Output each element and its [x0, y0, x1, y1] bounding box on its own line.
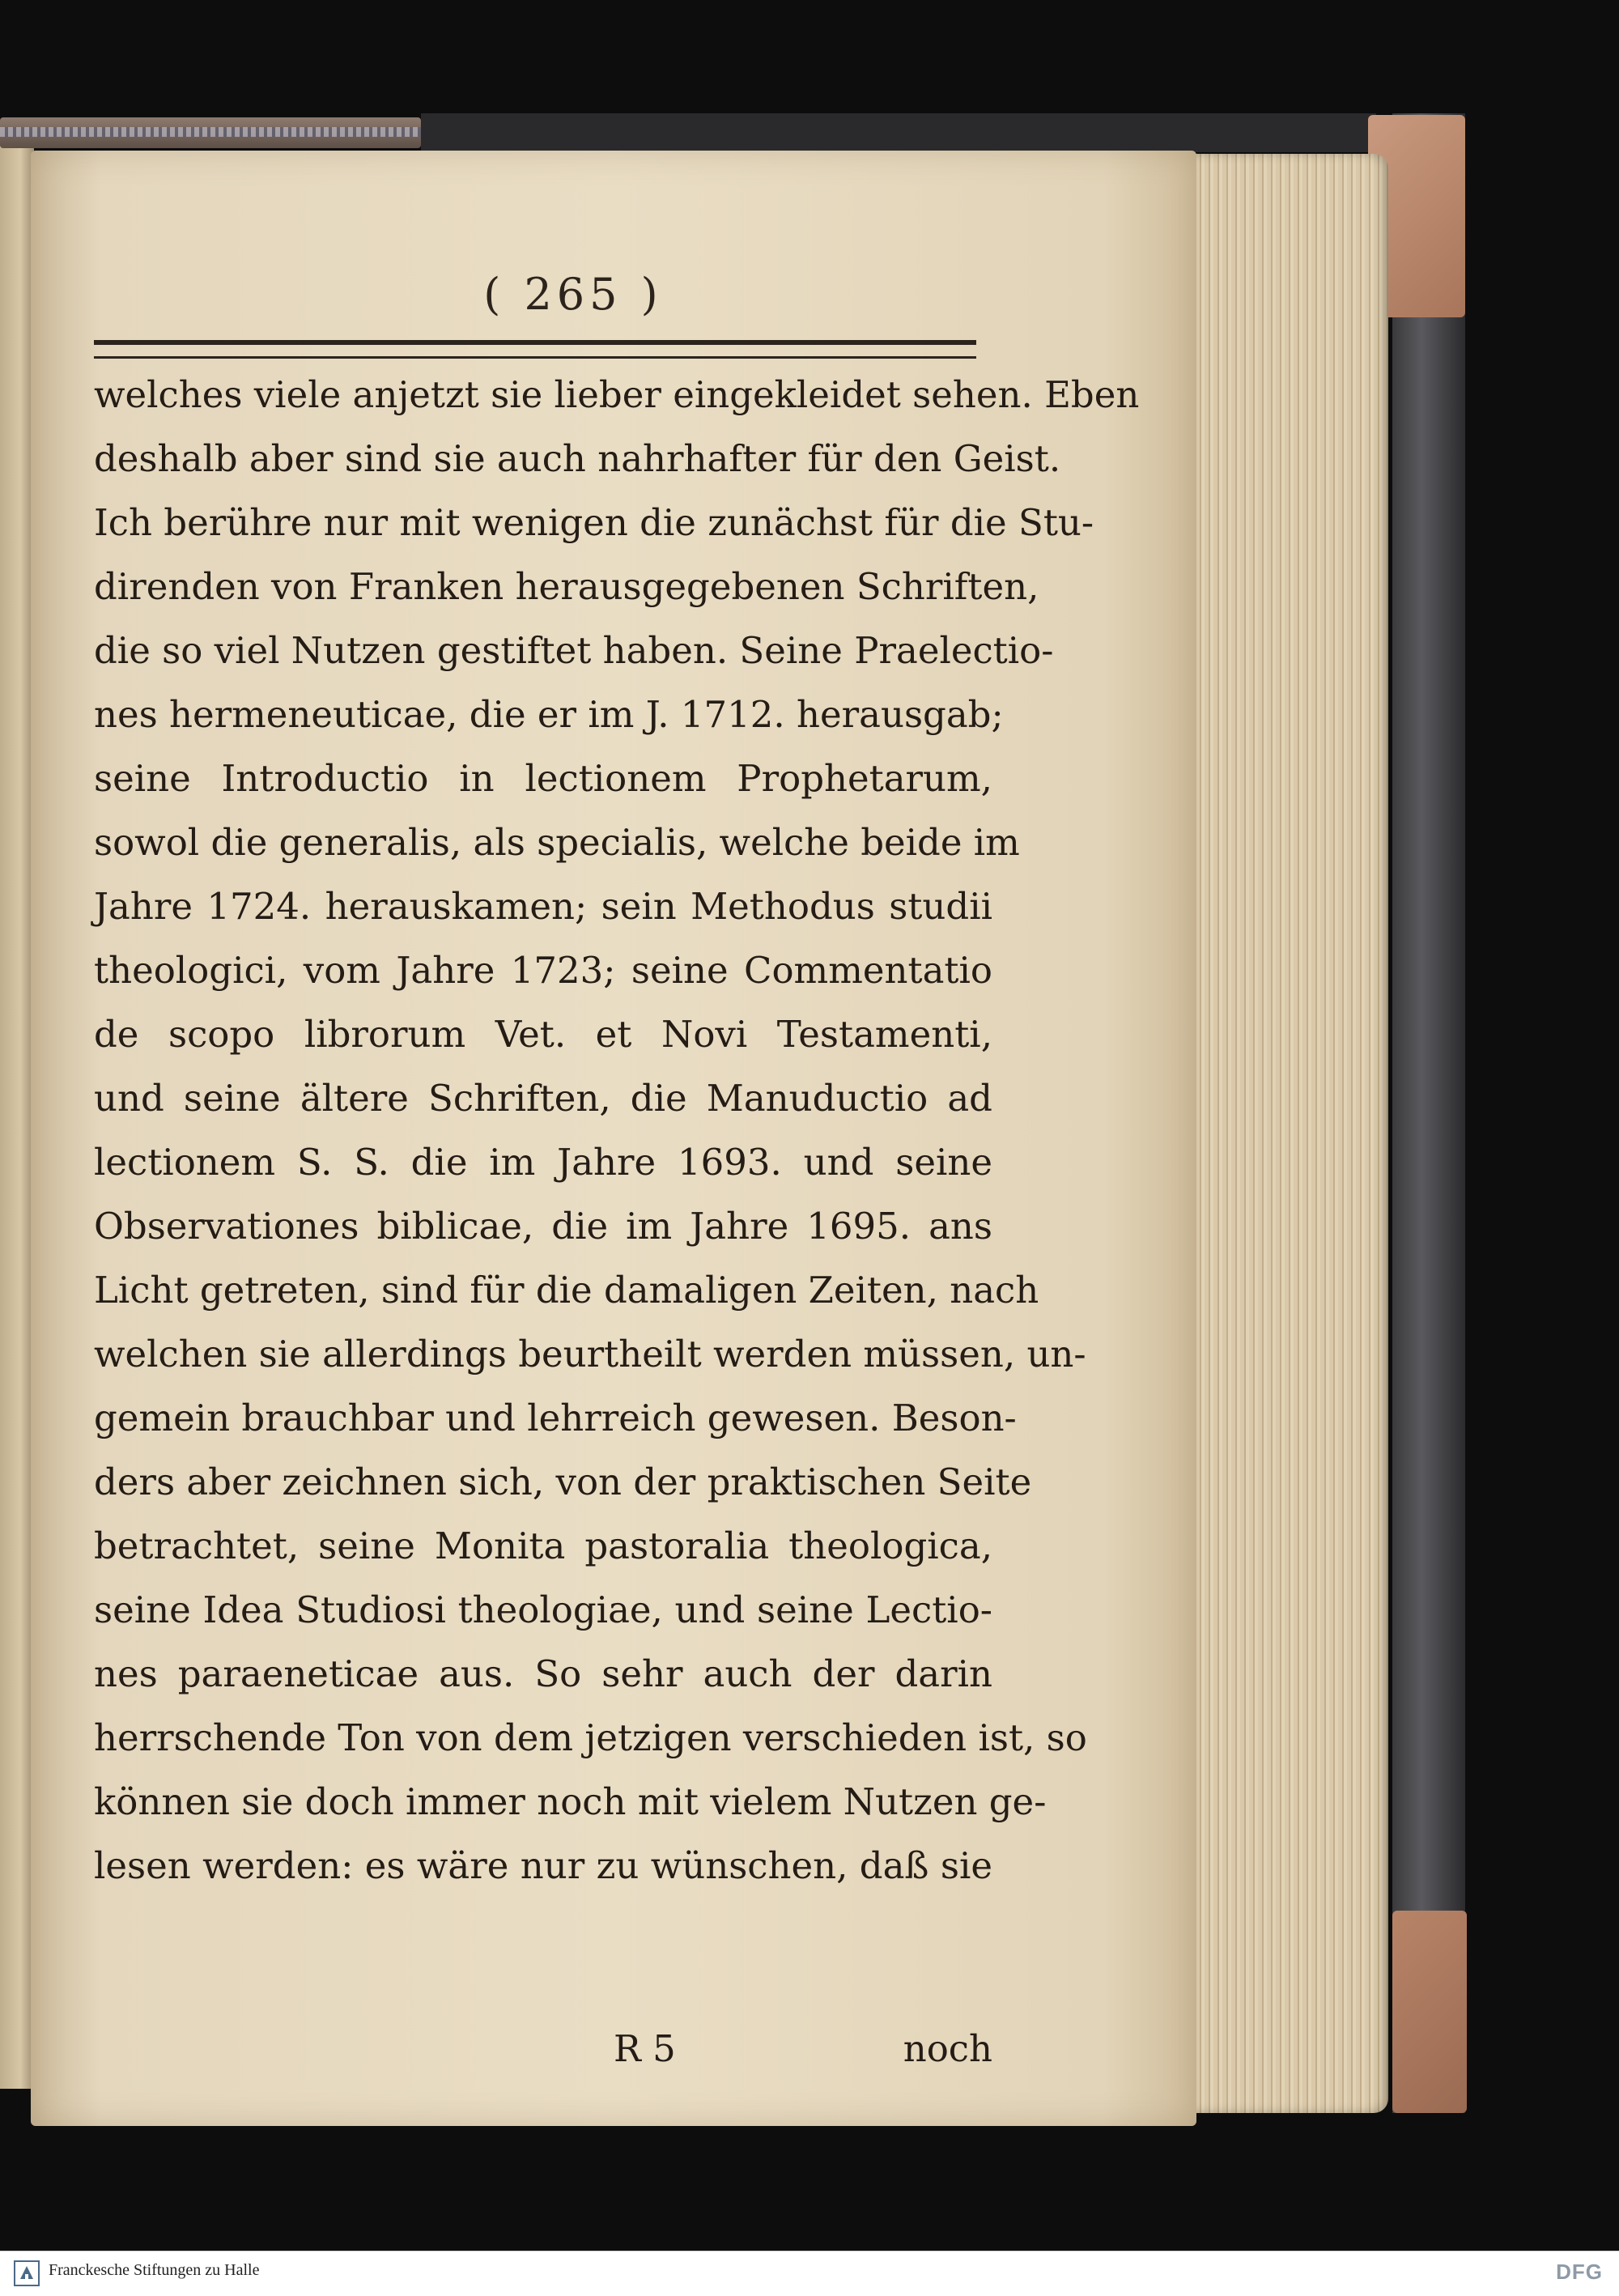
- text-line: nes hermeneuticae, die er im J. 1712. herausgab;: [94, 693, 1004, 736]
- text-line: lesen werden: es wäre nur zu wünschen, daß sie: [94, 1844, 992, 1887]
- text-line: Ich berühre nur mit wenigen die zunächst für die Stu-: [94, 501, 1094, 544]
- text-line: betrachtet, seine Monita pastoralia theologica,: [94, 1524, 992, 1567]
- institution-name: Franckesche Stiftungen zu Halle: [49, 2261, 260, 2279]
- text-line: de scopo librorum Vet. et Novi Testamenti,: [94, 1013, 992, 1056]
- institution-logo-icon: [11, 2258, 42, 2289]
- catchword: noch: [903, 2027, 992, 2070]
- text-line: herrschende Ton von dem jetzigen verschieden ist, so: [94, 1716, 1087, 1759]
- book-page: [31, 151, 1196, 2126]
- text-line: welchen sie allerdings beurtheilt werden müssen, un-: [94, 1333, 1086, 1375]
- text-line: die so viel Nutzen gestiftet haben. Seine Praelectio-: [94, 629, 1054, 672]
- book-cover-top: [421, 113, 1376, 152]
- dfg-logo: DFG: [1556, 2260, 1603, 2284]
- text-line: seine Idea Studiosi theologiae, und seine Lectio-: [94, 1588, 992, 1631]
- text-line: gemein brauchbar und lehrreich gewesen. Beson-: [94, 1397, 1017, 1439]
- text-line: Jahre 1724. herauskamen; sein Methodus studii: [94, 885, 992, 928]
- text-line: lectionem S. S. die im Jahre 1693. und seine: [94, 1141, 992, 1184]
- text-line: sowol die generalis, als specialis, welche beide im: [94, 821, 1020, 864]
- page-footer-line: [94, 2027, 992, 2092]
- leather-corner-bottom: [1392, 1911, 1467, 2113]
- text-line: Observationes biblicae, die im Jahre 1695. ans: [94, 1205, 992, 1248]
- text-line: und seine ältere Schriften, die Manuductio ad: [94, 1077, 992, 1120]
- text-line: Licht getreten, sind für die damaligen Zeiten, nach: [94, 1269, 1039, 1312]
- text-line: direnden von Franken herausgegebenen Schriften,: [94, 565, 1039, 608]
- page-fore-edge: [1178, 154, 1388, 2113]
- text-line: seine Introductio in lectionem Prophetarum,: [94, 757, 992, 800]
- text-line: ders aber zeichnen sich, von der praktischen Seite: [94, 1461, 1032, 1503]
- page-text: [94, 363, 1140, 1898]
- signature-mark: R 5: [614, 2027, 676, 2070]
- book-cover-right: [1392, 113, 1465, 2113]
- page-number: ( 265 ): [483, 269, 663, 320]
- text-line: können sie doch immer noch mit vielem Nutzen ge-: [94, 1780, 1047, 1823]
- text-line: nes paraeneticae aus. So sehr auch der darin: [94, 1652, 992, 1695]
- text-line: deshalb aber sind sie auch nahrhafter für den Geist.: [94, 437, 1061, 480]
- text-line: theologici, vom Jahre 1723; seine Commentatio: [94, 949, 992, 992]
- book-spine: [0, 117, 421, 148]
- header-rule: [94, 340, 976, 359]
- text-line: welches viele anjetzt sie lieber eingekleidet sehen. Eben: [94, 373, 1140, 416]
- previous-page-edge: [0, 146, 34, 2089]
- viewer-footer: [0, 2251, 1619, 2296]
